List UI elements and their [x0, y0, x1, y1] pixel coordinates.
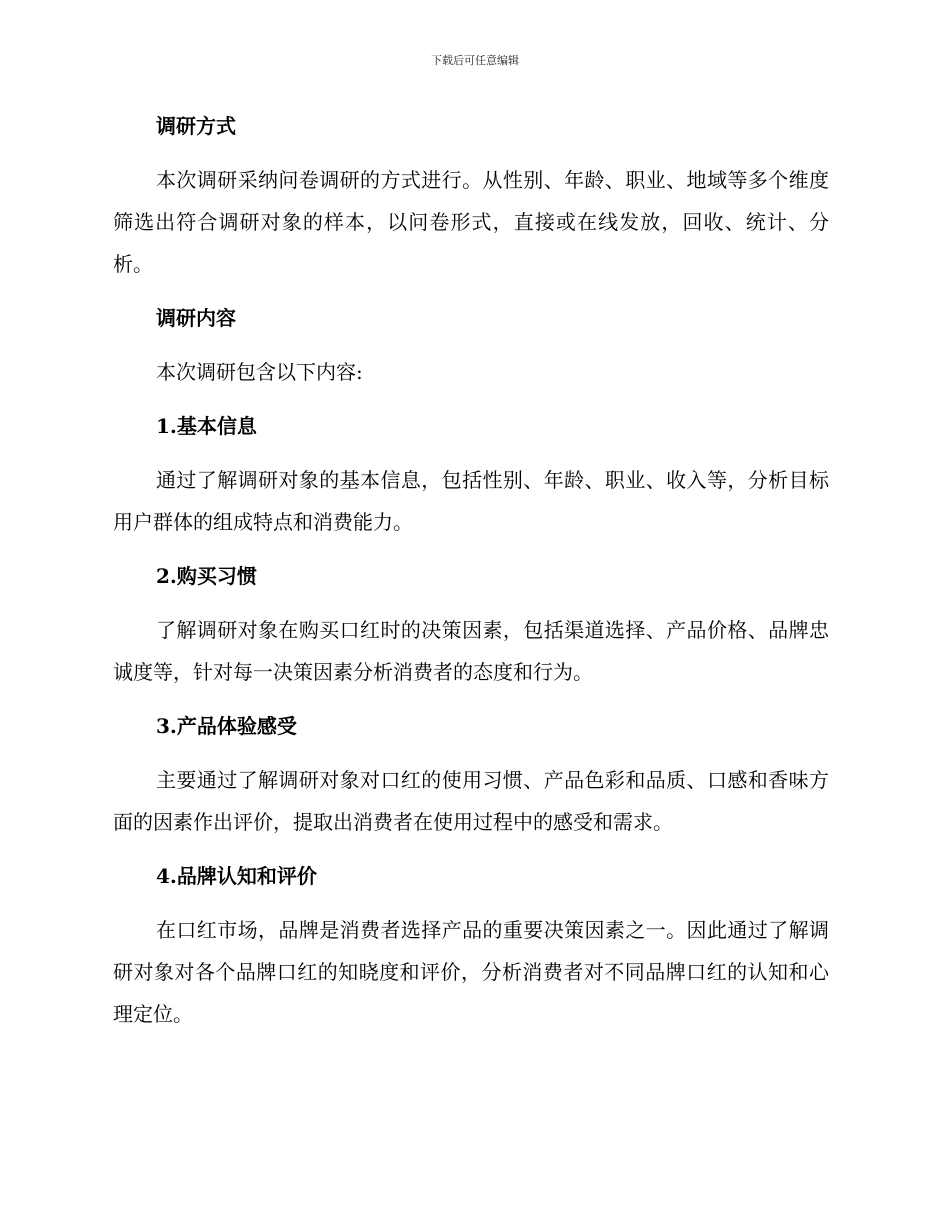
- document-body: [113, 105, 829, 1035]
- paragraph-content-intro: 本次调研包含以下内容:: [156, 360, 363, 384]
- paragraph-brand-perception: 在口红市场，品牌是消费者选择产品的重要决策因素之一。因此通过了解调研对象对各个品牌口红的知晓度和评价，分析消费者对不同品牌口红的认知和心理定位。: [113, 918, 829, 1026]
- paragraph-purchase-habits: 了解调研对象在购买口红时的决策因素，包括渠道选择、产品价格、品牌忠诚度等，针对每一决策因素分析消费者的态度和行为。: [113, 618, 829, 684]
- subheading-brand-perception: 4.品牌认知和评价: [156, 864, 317, 888]
- subheading-basic-info: 1.基本信息: [156, 414, 257, 438]
- page-header: 下载后可任意编辑: [431, 54, 519, 67]
- subheading-product-experience: 3.产品体验感受: [156, 714, 297, 738]
- paragraph-method: 本次调研采纳问卷调研的方式进行。从性别、年龄、职业、地域等多个维度筛选出符合调研对象的样本，以问卷形式，直接或在线发放，回收、统计、分析。: [113, 168, 829, 276]
- section-heading-content: 调研内容: [156, 306, 236, 330]
- subheading-purchase-habits: 2.购买习惯: [156, 564, 257, 588]
- paragraph-product-experience: 主要通过了解调研对象对口红的使用习惯、产品色彩和品质、口感和香味方面的因素作出评价，提取出消费者在使用过程中的感受和需求。: [113, 768, 829, 834]
- section-heading-method: 调研方式: [156, 114, 236, 138]
- paragraph-basic-info: 通过了解调研对象的基本信息，包括性别、年龄、职业、收入等，分析目标用户群体的组成特点和消费能力。: [113, 468, 829, 534]
